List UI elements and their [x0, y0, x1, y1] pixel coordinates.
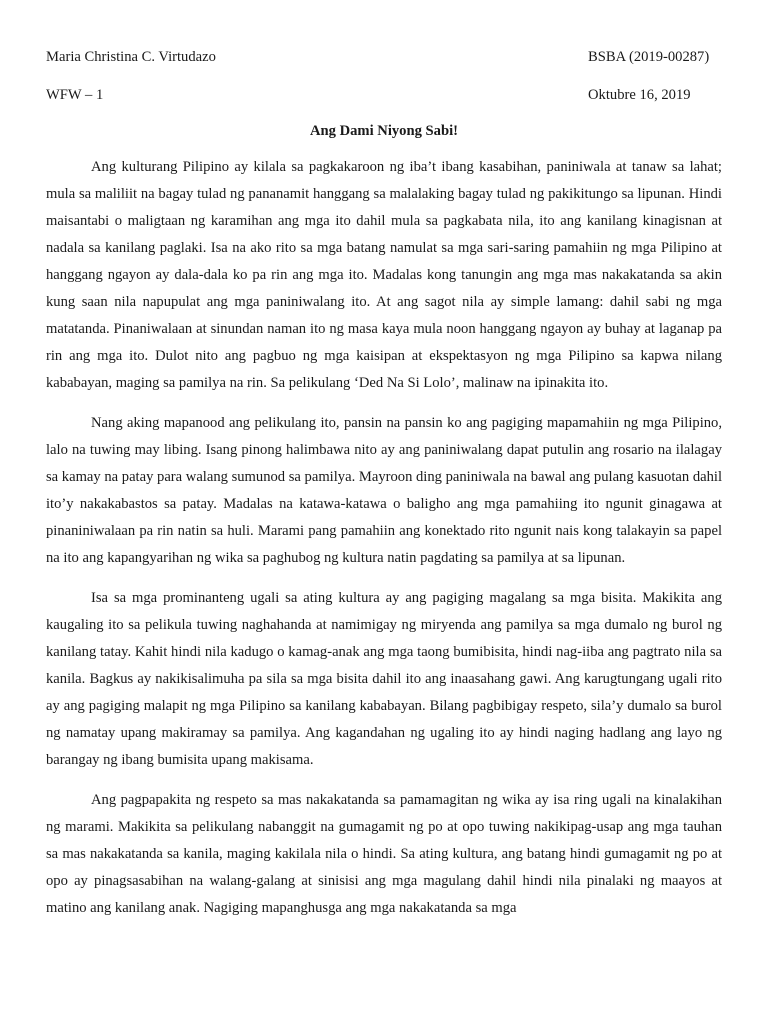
header-row-2 [46, 85, 722, 105]
paragraph-3: Isa sa mga prominanteng ugali sa ating kultura ay ang pagiging magalang sa mga bisita. Makikita ang kaugaling ito sa pelikula tuwing naghahanda at namimigay ng miryenda ang pamilya sa mga dumalo ng burol ng kanilang tatay. Kahit hindi nila kadugo o kamag-anak ang mga taong bumibisita, hindi nag-iiba ang pagtrato nila sa kanila. Bagkus ay nakikisalimuha pa sila sa mga bisita dahil ito ang inaasahang gawi. Ang karugtungang ugali rito ay ang pagiging malapit ng mga Pilipino sa kanilang kababayan. Bilang pagbibigay respeto, sila’y dumalo sa burol ng namatay upang makiramay sa pamilya. Ang kagandahan ng ugaling ito ay hindi naging hadlang ang layo ng barangay ng ibang bumisita upang makisama. [46, 590, 722, 768]
paragraph-1: Ang kulturang Pilipino ay kilala sa pagkakaroon ng iba’t ibang kasabihan, paniniwala at tanaw sa lahat; mula sa maliliit na bagay tulad ng pananamit hanggang sa malalaking bagay tulad ng pakikitungo sa lipunan. Hindi maisantabi o maligtaan ng karamihan ang mga ito dahil mula sa pagkabata nila, ito ang kanilang kinagisnan at nadala sa kanilang paglaki. Isa na ako rito sa mga batang namulat sa mga sari-saring pamahiin ng mga Pilipino at hanggang ngayon ay dala-dala ko pa rin ang mga ito. Madalas kong tanungin ang mga mas nakakatanda sa akin kung saan nila napupulat ang mga paniniwalang ito. At ang sagot nila ay simple lamang: dahil sabi ng mga matatanda. Pinaniwalaan at sinundan naman ito ng masa kaya mula noon hanggang ngayon ay buhay at laganap pa rin ang mga ito. Dulot nito ang pagbuo ng mga kaisipan at ekspektasyon ng mga Pilipino sa kapwa nilang kababayan, maging sa pamilya na rin. Sa pelikulang ‘Ded Na Si Lolo’, malinaw na ipinakita ito. [46, 159, 722, 391]
document-date: Oktubre 16, 2019 [588, 87, 691, 103]
paragraph-2: Nang aking mapanood ang pelikulang ito, pansin na pansin ko ang pagiging mapamahiin ng mga Pilipino, lalo na tuwing may libing. Isang pinong halimbawa nito ay ang paniniwalang dapat putulin ang rosario na ilalagay sa kamay na patay para walang sumunod sa pamilya. Mayroon ding paniniwala na bawal ang pulang kasuotan dahil ito’y nakakabastos sa patay. Madalas na katawa-katawa o baligho ang mga pamahiing ito ngunit ginagawa at pinaniniwalaan pa rin natin sa huli. Marami pang pamahiin ang konektado rito ngunit nais kong talakayin sa papel na ito ang kapangyarihan ng wika sa paghubog ng kultura natin pagdating sa pamilya at sa lipunan. [46, 415, 722, 566]
course-code: BSBA (2019-00287) [588, 49, 710, 65]
essay-body [46, 154, 722, 935]
paragraph-4: Ang pagpapakita ng respeto sa mas nakakatanda sa pamamagitan ng wika ay isa ring ugali na kinalakihan ng marami. Makikita sa pelikulang nabanggit na gumagamit ng po at opo tuwing nakikipag-usap ang mga tauhan sa mas nakakatanda sa kanila, maging kakilala nila o hindi. Sa ating kultura, ang batang hindi gumagamit ng po at opo ay pinagsasabihan na walang-galang at sinisisi ang mga magulang dahil hindi nila pinalaki ng maayos at matino ang kanilang anak. Nagiging mapanghusga ang mga nakakatanda sa mga [46, 792, 722, 916]
author-name: Maria Christina C. Virtudazo [46, 49, 216, 65]
assignment-label: WFW – 1 [46, 87, 104, 103]
document-page [46, 0, 722, 1024]
header-row-1 [46, 47, 722, 67]
essay-title: Ang Dami Niyong Sabi! [310, 123, 458, 139]
